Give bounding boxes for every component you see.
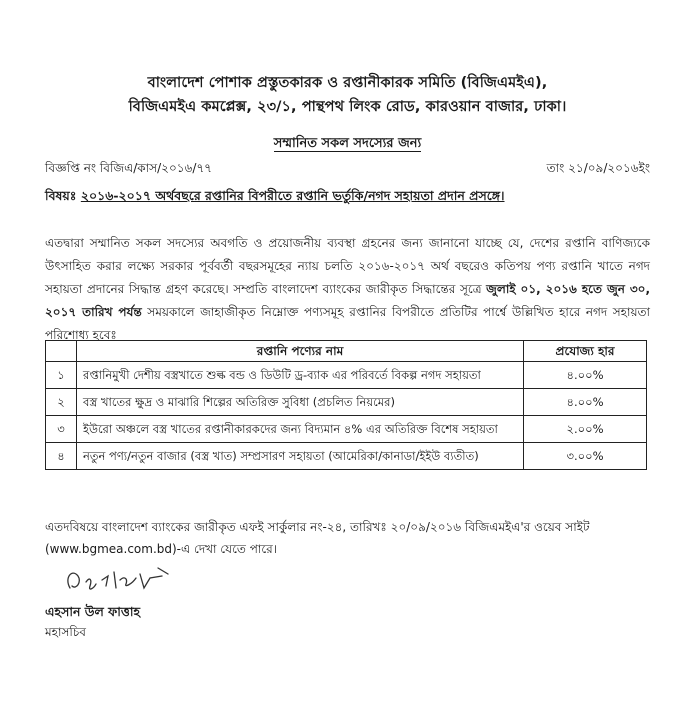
row-item: নতুন পণ্য/নতুন বাজার (বস্ত্র খাত) সম্প্রসারণ সহায়তা (আমেরিকা/কানাডা/ইইউ ব্যতীত) xyxy=(77,443,524,470)
row-item: ইউরো অঞ্চলে বস্ত্র খাতের রপ্তানীকারকদের জন্য বিদ্যমান ৪% এর অতিরিক্ত বিশেষ সহায়তা xyxy=(77,416,524,443)
body-part-2: সময়কালে জাহাজীকৃত নিম্নোক্ত পণ্যসমূহ রপ্তানির বিপরীতে প্রতিটির পার্শ্বে উল্লিখিত হারে নগদ সহায়তা পরিশোধ্য হবেঃ xyxy=(45,305,650,342)
table-row xyxy=(46,443,647,470)
table-row xyxy=(46,389,647,416)
row-sl: ৪ xyxy=(46,443,77,470)
header-sl xyxy=(46,341,77,362)
body-part-1: এতদ্বারা সম্মানিত সকল সদস্যের অবগতি ও প্রয়োজনীয় ব্যবস্থা গ্রহনের জন্য জানানো যাচ্ছে যে, দেশের রপ্তানি বাণিজ্যকে উৎসাহিত করার লক্ষ্যে সরকার পূর্ববর্তী বছরসমূহের ন্যায় চলতি ২০১৬-২০১৭ অর্থ বছরেও কতিপয় পণ্য রপ্তানি খাতে নগদ সহায়তা প্রদানের সিদ্ধান্ত গ্রহণ করেছে। সম্প্রতি বাংলাদেশ ব্যাংকের জারীকৃত সিদ্ধান্তের সূত্রে xyxy=(45,236,650,296)
organization-name: বাংলাদেশ পোশাক প্রস্তুতকারক ও রপ্তানীকারক সমিতি (বিজিএমইএ), xyxy=(147,75,548,91)
row-sl: ২ xyxy=(46,389,77,416)
row-sl: ৩ xyxy=(46,416,77,443)
rates-table xyxy=(45,340,647,470)
row-item: রপ্তানিমুখী দেশীয় বস্ত্রখাতে শুল্ক বন্ড ও ডিউটি ড্র-ব্যাক এর পরিবর্তে বিকল্প নগদ সহায়তা xyxy=(77,362,524,389)
row-item: বস্ত্র খাতের ক্ষুদ্র ও মাঝারি শিল্পের অতিরিক্ত সুবিধা (প্রচলিত নিয়মের) xyxy=(77,389,524,416)
table-row xyxy=(46,362,647,389)
notice-date: তাং ২১/০৯/২০১৬ইং xyxy=(546,161,650,175)
row-rate: ৪.০০% xyxy=(524,389,647,416)
addressee-text: সম্মানিত সকল সদস্যের জন্য xyxy=(273,136,422,151)
row-sl: ১ xyxy=(46,362,77,389)
header-rate: প্রযোজ্য হার xyxy=(524,341,647,362)
handwritten-signature xyxy=(62,558,182,598)
table-header-row xyxy=(46,341,647,362)
table-row xyxy=(46,416,647,443)
header-item: রপ্তানি পণ্যের নাম xyxy=(77,341,524,362)
body-date-range: জুলাই ০১, ২০১৬ হতে জুন ৩০, ২০১৭ তারিখ পর্যন্ত xyxy=(45,282,650,319)
row-rate: ২.০০% xyxy=(524,416,647,443)
notice-number: বিজ্ঞপ্তি নং বিজিএ/কাস/২০১৬/৭৭ xyxy=(45,161,212,175)
row-rate: ৪.০০% xyxy=(524,362,647,389)
signatory-name: এহসান উল ফাত্তাহ xyxy=(45,604,141,619)
organization-address: বিজিএমইএ কমপ্লেক্স, ২৩/১, পান্থপথ লিংক রোড, কারওয়ান বাজার, ঢাকা। xyxy=(128,99,567,115)
row-rate: ৩.০০% xyxy=(524,443,647,470)
body-paragraph xyxy=(45,232,650,347)
subject-label: বিষয়ঃ xyxy=(45,188,77,203)
signatory-title: মহাসচিব xyxy=(45,625,86,639)
addressee xyxy=(0,134,695,155)
subject-text: ২০১৬-২০১৭ অর্থবছরে রপ্তানির বিপরীতে রপ্তানি ভর্তুকি/নগদ সহায়তা প্রদান প্রসঙ্গে। xyxy=(80,188,505,203)
footnote-paragraph: এতদবিষয়ে বাংলাদেশ ব্যাংকের জারীকৃত এফই সার্কুলার নং-২৪, তারিখঃ ২০/০৯/২০১৬ বিজিএমইএ'র ওয়েব সাইট (www.bgmea.com.bd)-এ দেখা যেতে পারে। xyxy=(45,520,590,556)
subject-line xyxy=(45,188,505,208)
